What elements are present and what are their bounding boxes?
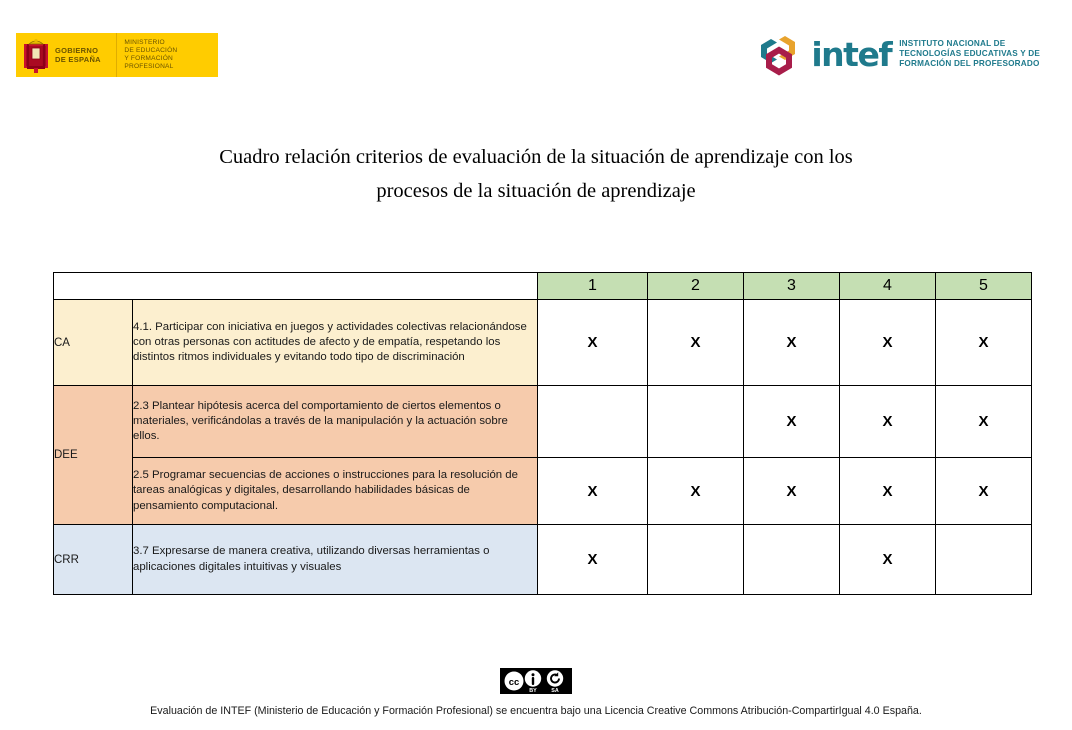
gobierno-text: GOBIERNO DE ESPAÑA: [55, 46, 101, 64]
category-label-crr: CRR: [54, 525, 133, 595]
license-text: Evaluación de INTEF (Ministerio de Educación y Formación Profesional) se encuentra bajo una Licencia Creative Commons Atribución-CompartirIgual 4.0 España.: [150, 705, 922, 717]
svg-text:BY: BY: [529, 688, 537, 694]
intef-wordmark: intef: [811, 34, 892, 74]
gobierno-block: [16, 33, 117, 77]
svg-text:SA: SA: [551, 688, 559, 694]
mark-ca-p4: X: [840, 300, 936, 386]
mark-dee23-p2: [648, 386, 744, 458]
header-process-2: 2: [648, 273, 744, 300]
ministerio-text: MINISTERIO DE EDUCACIÓN Y FORMACIÓN PROFESIONAL: [124, 38, 178, 71]
mark-dee25-p2: X: [648, 458, 744, 525]
page-footer: [0, 668, 1072, 718]
mark-crr-p1: X: [538, 525, 648, 595]
mark-crr-p2: [648, 525, 744, 595]
intef-hexagon-mark-icon: [755, 32, 807, 76]
page-header: [0, 0, 1072, 105]
title-line-2: procesos de la situación de aprendizaje: [376, 180, 696, 202]
page-title: [140, 140, 932, 208]
category-label-ca: CA: [54, 300, 133, 386]
intef-logo: [755, 30, 1040, 78]
intef-tagline: INSTITUTO NACIONAL DE TECNOLOGÍAS EDUCATIVAS Y DE FORMACIÓN DEL PROFESORADO: [899, 39, 1040, 68]
criterion-text-ca-4-1: 4.1. Participar con iniciativa en juegos y actividades colectivas relacionándose con otras personas con actitudes de afecto y de empatía, respetando los distintos ritmos individuales y evitando todo tipo de discriminación: [133, 300, 538, 386]
mark-crr-p3: [744, 525, 840, 595]
criterion-text-crr-3-7: 3.7 Expresarse de manera creativa, utilizando diversas herramientas o aplicaciones digitales intuitivas y visuales: [133, 525, 538, 595]
spain-coat-of-arms-icon: [22, 36, 50, 74]
matrix-table: [53, 272, 1032, 595]
mark-dee25-p5: X: [936, 458, 1032, 525]
table-header-row: [54, 273, 1032, 300]
table-row: [54, 386, 1032, 458]
title-line-1: Cuadro relación criterios de evaluación de la situación de aprendizaje con los: [219, 146, 853, 168]
header-blank-cell: [54, 273, 538, 300]
header-process-1: 1: [538, 273, 648, 300]
header-process-5: 5: [936, 273, 1032, 300]
gobierno-de-espana-logo: [16, 33, 218, 77]
mark-crr-p4: X: [840, 525, 936, 595]
mark-crr-p5: [936, 525, 1032, 595]
mark-ca-p1: X: [538, 300, 648, 386]
mark-dee25-p3: X: [744, 458, 840, 525]
mark-ca-p2: X: [648, 300, 744, 386]
table-row: [54, 458, 1032, 525]
criterion-text-dee-2-3: 2.3 Plantear hipótesis acerca del comportamiento de ciertos elementos o materiales, verificándolas a través de la manipulación y la actuación sobre ellos.: [133, 386, 538, 458]
criterion-text-dee-2-5: 2.5 Programar secuencias de acciones o instrucciones para la resolución de tareas analógicas y digitales, desarrollando habilidades básicas de pensamiento computacional.: [133, 458, 538, 525]
creative-commons-by-sa-badge-icon[interactable]: [500, 668, 572, 694]
mark-dee25-p4: X: [840, 458, 936, 525]
table-row: [54, 300, 1032, 386]
svg-text:cc: cc: [508, 677, 520, 688]
mark-dee23-p3: X: [744, 386, 840, 458]
mark-dee23-p4: X: [840, 386, 936, 458]
header-process-3: 3: [744, 273, 840, 300]
table-row: [54, 525, 1032, 595]
mark-dee23-p1: [538, 386, 648, 458]
mark-ca-p5: X: [936, 300, 1032, 386]
header-process-4: 4: [840, 273, 936, 300]
mark-dee23-p5: X: [936, 386, 1032, 458]
mark-dee25-p1: X: [538, 458, 648, 525]
criteria-process-matrix: [53, 272, 1031, 595]
mark-ca-p3: X: [744, 300, 840, 386]
category-label-dee: DEE: [54, 386, 133, 525]
